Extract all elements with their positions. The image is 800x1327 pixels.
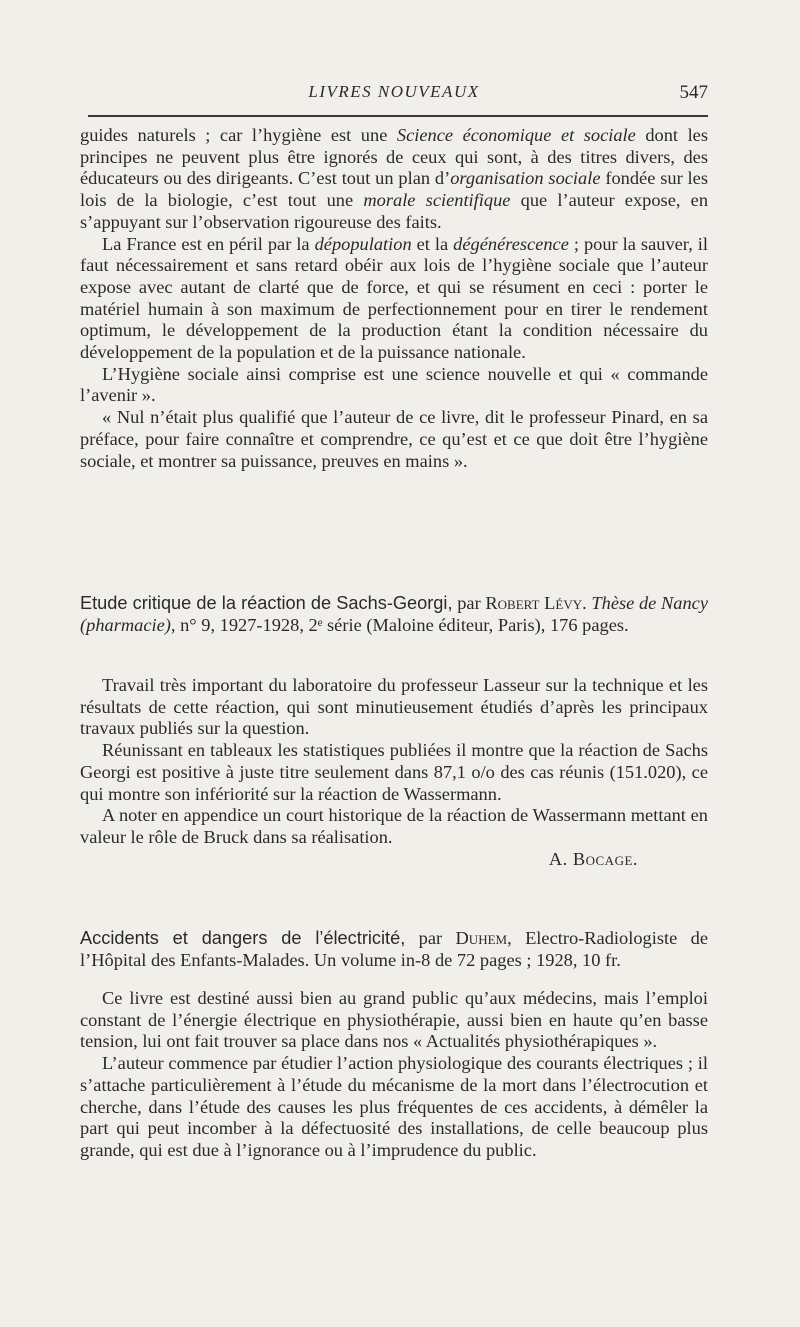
book-title: Accidents et dangers de l’électricité, xyxy=(80,928,406,948)
paragraph xyxy=(80,125,708,234)
review-body xyxy=(80,988,708,1162)
paragraph: Réunissant en tableaux les statistiques publiées il montre que la réaction de Sachs Georgi est positive à juste titre seulement dans 87,1 o/o des cas réunis (151.020), ce qui montre son infériorité sur la réaction de Wassermann. xyxy=(80,740,708,804)
review-heading xyxy=(80,593,708,636)
publication-details: , Electro-Radiologiste de l’Hôpital des Enfants-Malades. Un volume in-8 de 72 pages ; 1928, 10 fr. xyxy=(80,928,709,970)
paragraph: A noter en appendice un court historique de la réaction de Wassermann mettant en valeur le rôle de Bruck dans sa réalisation. xyxy=(80,805,708,847)
paragraph: Ce livre est destiné aussi bien au grand public qu’aux médecins, mais l’emploi constant de l’énergie électrique en physiothérapie, aussi bien en haute qu’en basse tension, lui ont fait trouver sa place dans nos « Actualités physiothérapiques ». xyxy=(80,988,708,1052)
emphasis: dégénérescence xyxy=(453,233,569,254)
emphasis: morale scientifique xyxy=(363,190,511,211)
review-continuation xyxy=(80,125,708,472)
text-run: que l’auteur expose, en s’appuyant sur l’observation rigoureuse des faits. xyxy=(80,190,709,232)
signature-text: A. Bocage. xyxy=(548,848,638,869)
review-heading xyxy=(80,928,708,971)
reviewer-signature xyxy=(80,849,708,871)
review-body xyxy=(80,675,708,870)
paragraph: L’auteur commence par étudier l’action physiologique des courants électriques ; il s’attache particulièrement à l’étude du mécanisme de la mort dans l’électrocution et cherche, dans l’étude des causes les plus fréquentes de ces accidents, à démêler la part qui peut incomber à la défectuosité des installations, de celle beaucoup plus grande, qui est due à l’ignorance ou à l’imprudence du public. xyxy=(80,1053,708,1160)
publication-details: , n° 9, 1927-1928, 2ᵉ série (Maloine éditeur, Paris), 176 pages. xyxy=(170,614,629,635)
paragraph: L’Hygiène sociale ainsi comprise est une science nouvelle et qui « commande l’avenir ». xyxy=(80,363,708,406)
page-number: 547 xyxy=(679,82,708,103)
emphasis: Science économique et sociale xyxy=(396,125,636,145)
review-electricite xyxy=(80,928,708,971)
paragraph xyxy=(80,234,708,364)
running-title: LIVRES NOUVEAUX xyxy=(308,82,480,101)
text-run: ; pour la sauver, il faut nécessairement et sans retard obéir aux lois de l’hygiène sociale que l’auteur expose avec autant de clarté que de force, et qui se résument en ceci : porter le matériel humain à son maximum de perfectionnement pour en tirer le rendement optimum, le développement de la production étant la condition nécessaire du développement de la population et de la puissance nationale. xyxy=(80,233,708,363)
header-rule xyxy=(88,115,708,117)
author-name: Robert Lévy xyxy=(485,593,583,613)
book-title: Etude critique de la réaction de Sachs-Georgi, xyxy=(80,593,453,613)
page-header xyxy=(80,82,708,108)
text-run: . xyxy=(582,593,592,613)
author-name: Duhem xyxy=(455,928,508,948)
text-run: guides naturels ; car l’hygiène est une xyxy=(80,125,397,145)
text-run: et la xyxy=(411,233,454,254)
text-run: fondée sur les lois de la biologie, c’est tout une xyxy=(80,168,708,211)
text-run: La France est en péril par la xyxy=(102,233,315,254)
paragraph: Travail très important du laboratoire du professeur Lasseur sur la technique et les résultats de cette réaction, qui sont minutieusement étudiés d’après les principaux travaux publiés sur la question. xyxy=(80,675,708,739)
text-run: par xyxy=(405,928,456,948)
emphasis: organisation sociale xyxy=(450,168,601,189)
text-run: dont les principes ne peuvent plus être ignorés de ceux qui sont, à des titres divers, des éducateurs ou des dirigeants. C’est tout un plan d’ xyxy=(80,125,708,189)
review-sachs-georgi xyxy=(80,593,708,636)
paragraph: « Nul n’était plus qualifié que l’auteur de ce livre, dit le professeur Pinard, en sa préface, pour faire connaître et comprendre, ce qu’est et ce que doit être l’hygiène sociale, et montrer sa puissance, preuves en mains ». xyxy=(80,407,708,471)
source: Thèse de Nancy (pharmacie) xyxy=(80,593,708,635)
emphasis: dépopulation xyxy=(314,233,412,254)
text-run: par xyxy=(452,593,486,613)
